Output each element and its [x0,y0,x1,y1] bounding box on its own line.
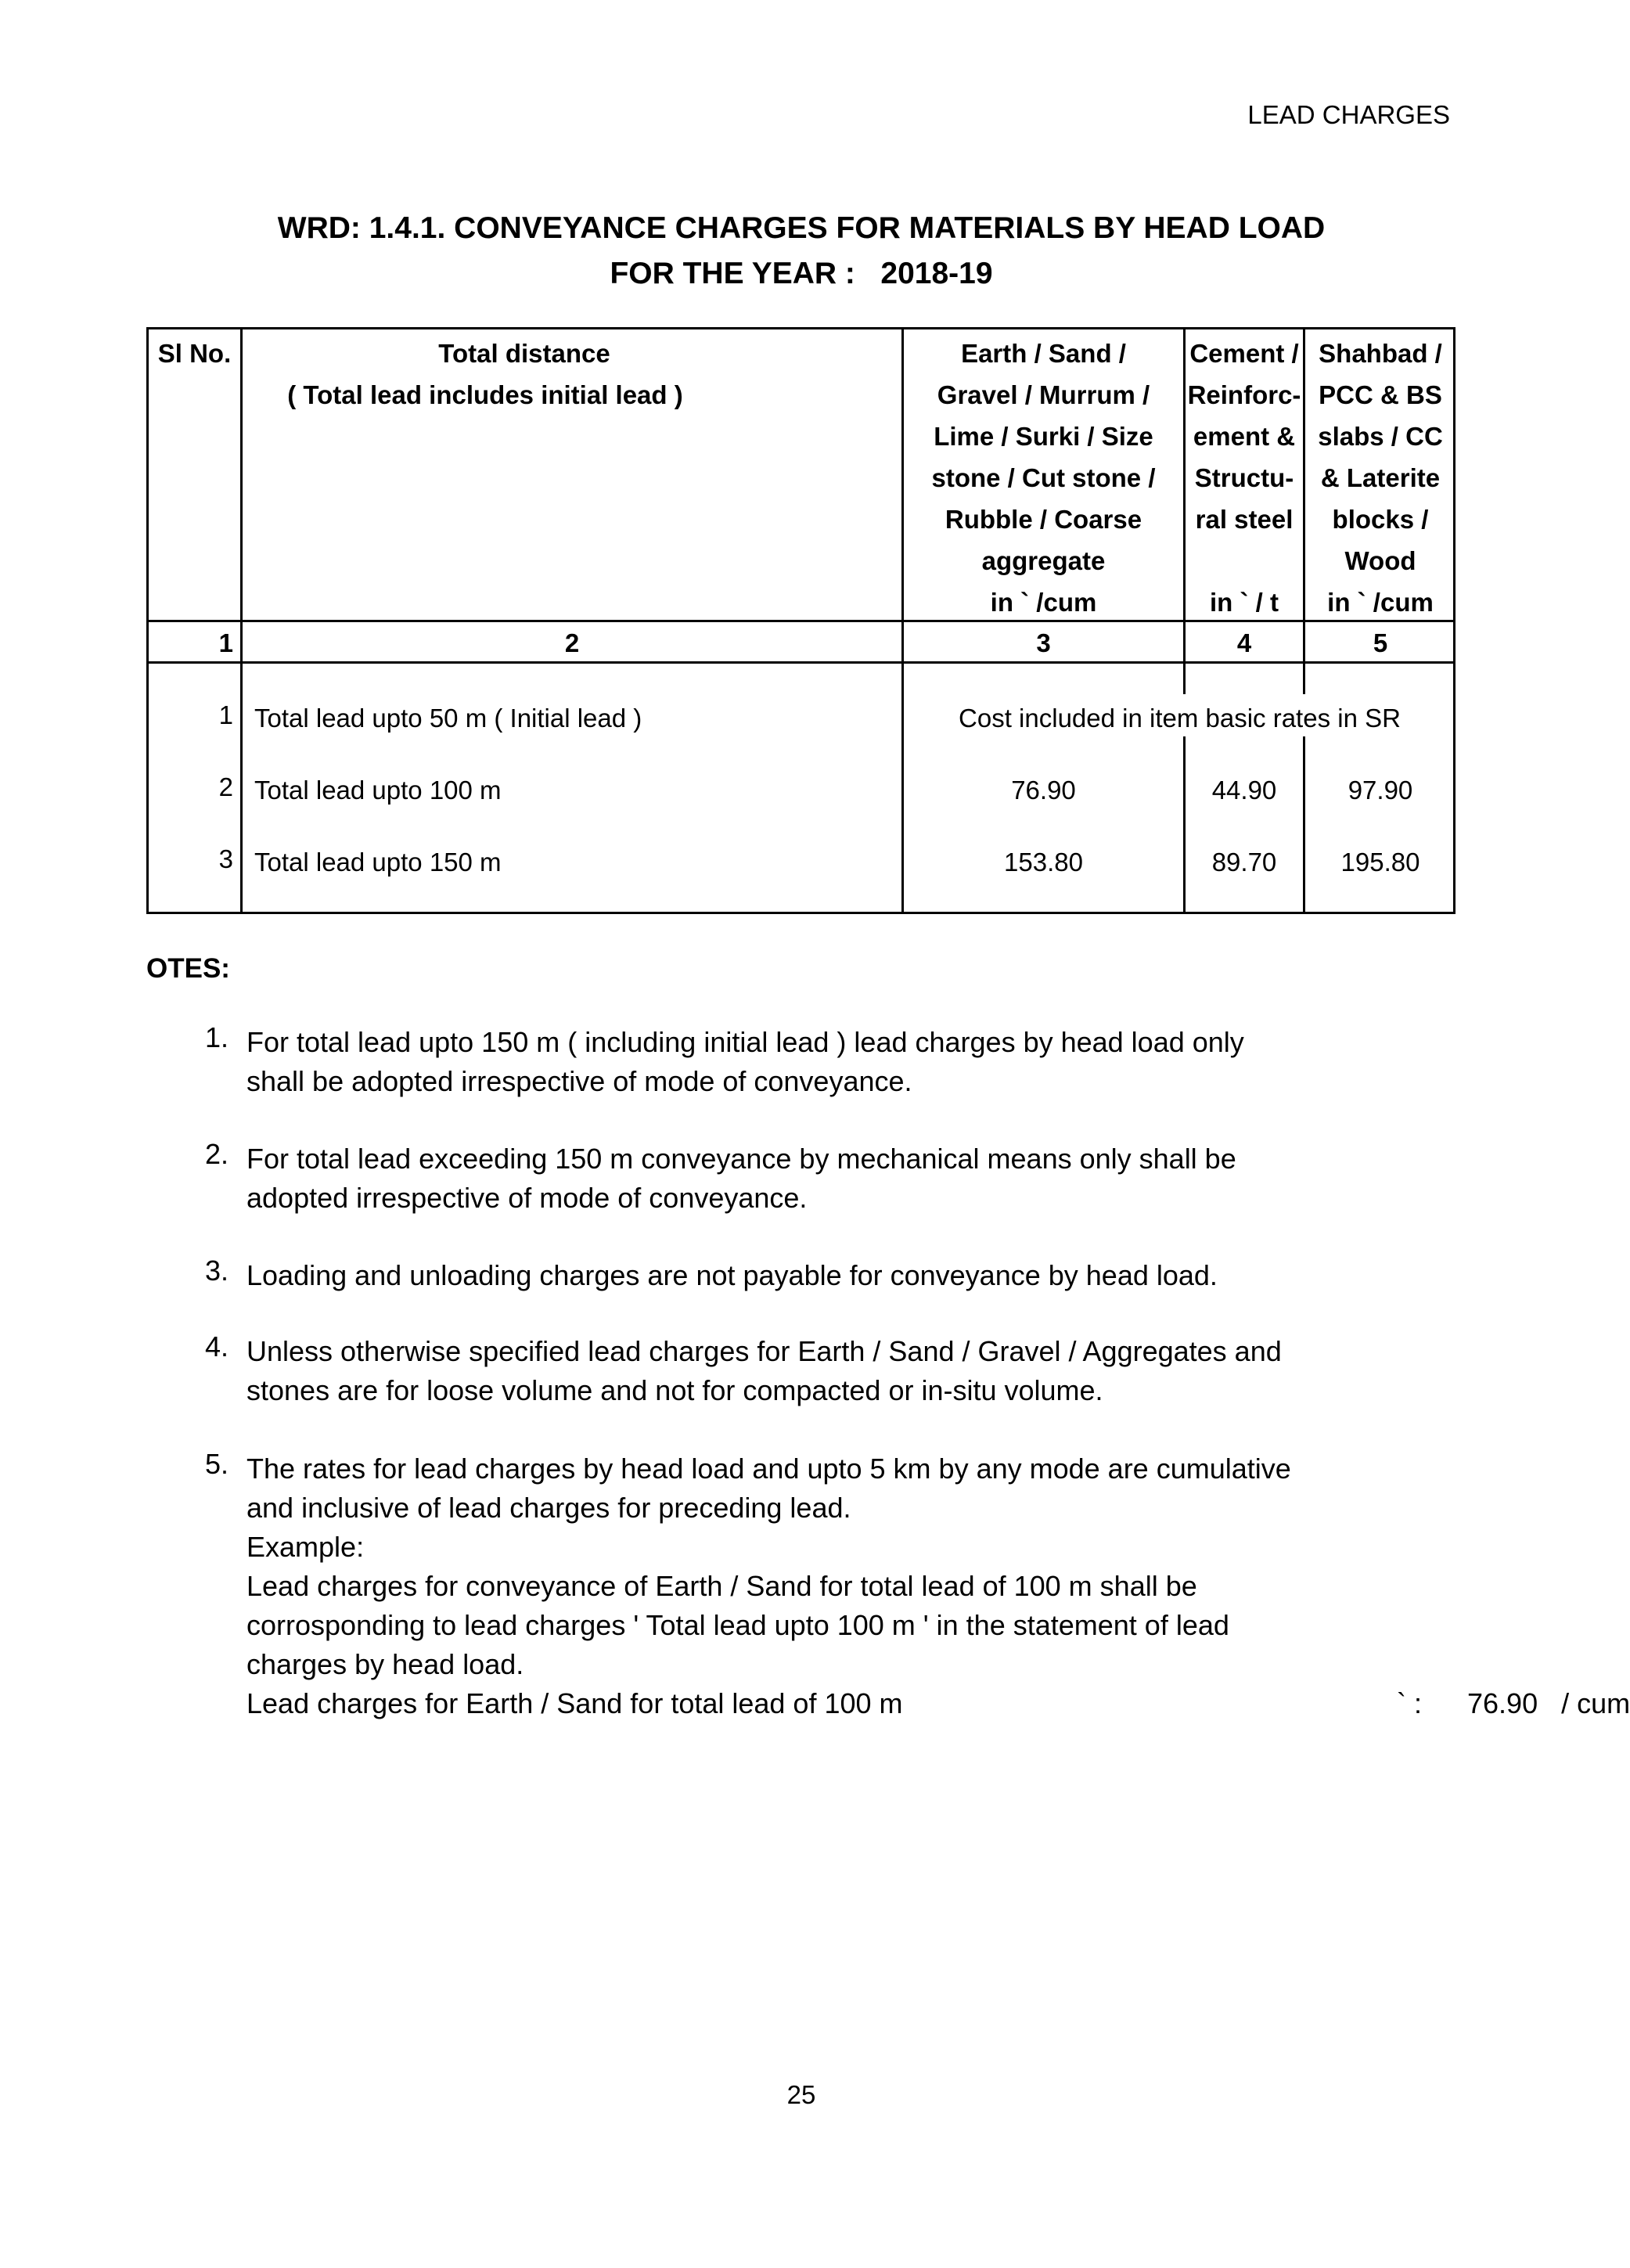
table-row-value: 153.80 [1004,848,1083,877]
year-label: FOR THE YEAR : [610,257,855,290]
table-row-sl: 3 [218,844,233,873]
year-line [0,257,1603,291]
header-col3: Earth / Sand / Gravel / Murrum / Lime / Surki / Size stone / Cut stone / Rubble / Coarse aggregate in ` /cum [931,339,1156,617]
col-divider [1303,736,1305,914]
col-divider [1183,736,1186,914]
example-value: 76.90 / cum [1467,1687,1630,1719]
note-number: 3. [205,1255,229,1287]
note-number: 2. [205,1138,229,1170]
table-row-desc: Total lead upto 50 m ( Initial lead ) [254,704,642,733]
col-number: 4 [1236,628,1252,657]
table-row-value: 97.90 [1348,776,1413,805]
table-row-value: 89.70 [1211,848,1277,877]
example-line: Lead charges for Earth / Sand for total lead of 100 m ` : 76.90 / cum [246,1684,1436,1723]
year-value: 2018-19 [880,257,993,290]
note-number: 4. [205,1330,229,1363]
col-number: 1 [218,628,233,657]
table-row-desc: Total lead upto 100 m [254,776,502,805]
header-col5: Shahbad / PCC & BS slabs / CC & Laterite blocks / Wood in ` /cum [1318,339,1443,617]
notes-heading: OTES: [146,953,230,984]
page-title: WRD: 1.4.1. CONVEYANCE CHARGES FOR MATERIALS BY HEAD LOAD [277,211,1326,245]
col-number: 2 [564,628,580,657]
table-row-sl: 1 [218,700,233,729]
header-total-distance-note: ( Total lead includes initial lead ) [287,380,683,409]
page-number: 25 [786,2080,816,2109]
table-row-sl: 2 [218,772,233,801]
note-number: 1. [205,1021,229,1053]
table-row-value: 195.80 [1340,848,1420,877]
lead-charges-table [146,327,1455,914]
table-row-desc: Total lead upto 150 m [254,848,502,877]
col-number: 5 [1373,628,1388,657]
table-row-merged-note: Cost included in item basic rates in SR [959,704,1401,733]
col-number: 3 [1036,628,1051,657]
table-row-value: 76.90 [1011,776,1076,805]
table-row-value: 44.90 [1211,776,1277,805]
note-number: 5. [205,1448,229,1480]
header-sl-no: Sl No. [157,339,232,368]
section-header: LEAD CHARGES [1247,100,1450,129]
header-col4: Cement / Reinforc- ement & Structu- ral steel in ` / t [1187,339,1301,617]
header-total-distance: Total distance [438,339,610,368]
currency-symbol: ` : [1397,1687,1422,1719]
